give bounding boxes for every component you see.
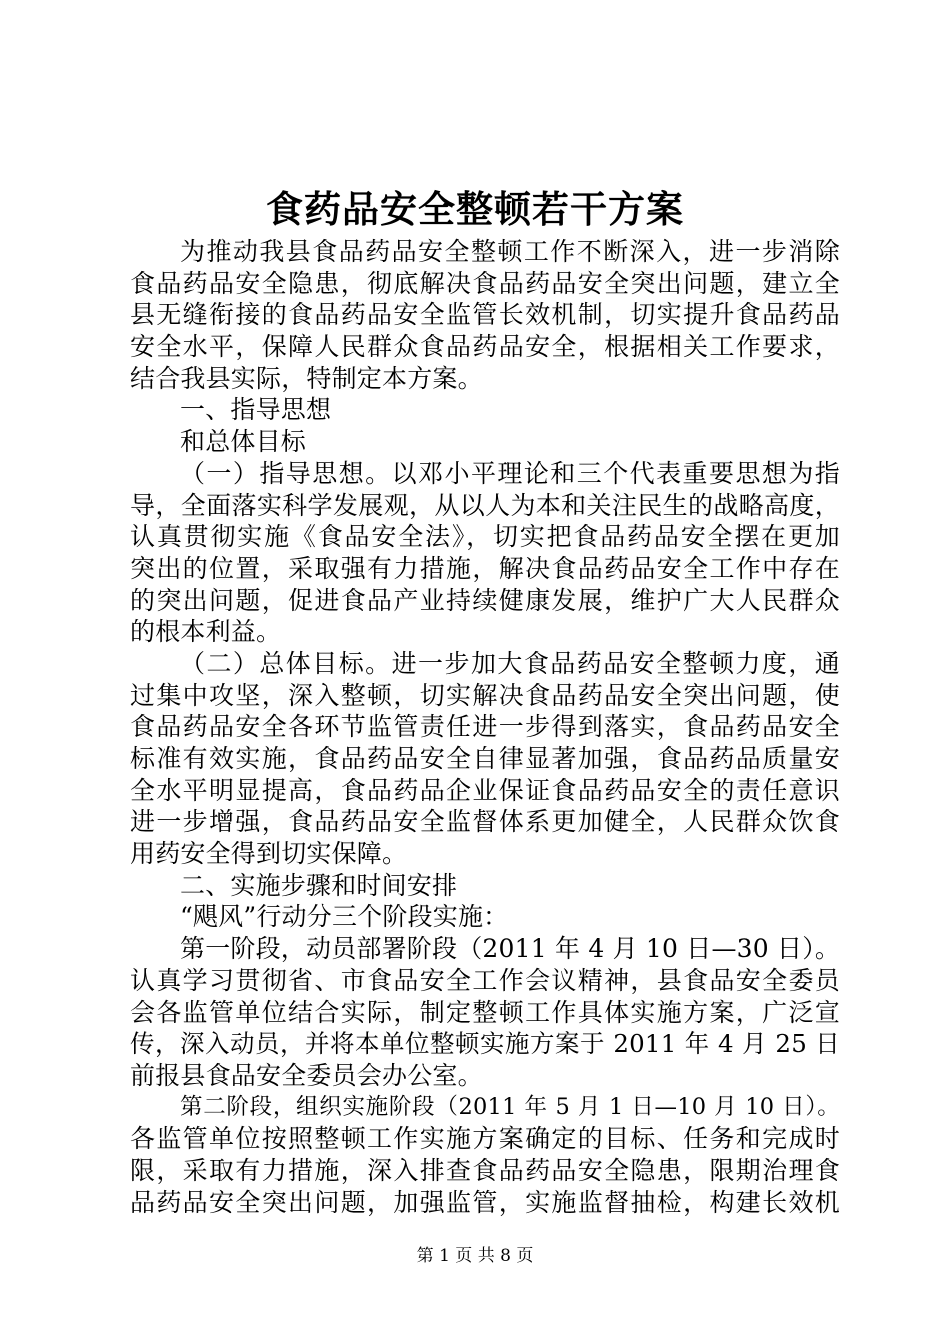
section-heading: 和总体目标 (180, 427, 307, 457)
document-body (130, 236, 840, 1218)
paragraph-line: （二）总体目标。进一步加大食品药品安全整顿力度，通 (180, 648, 840, 678)
paragraph-line: 的突出问题，促进食品产业持续健康发展，维护广大人民群众 (130, 585, 840, 615)
paragraph-line: 突出的位置，采取强有力措施，解决食品药品安全工作中存在 (130, 553, 840, 583)
paragraph-line: 过集中攻坚，深入整顿，切实解决食品药品安全突出问题，使 (130, 680, 840, 710)
document-title: 食药品安全整顿若干方案 (266, 187, 684, 231)
paragraph-line: （一）指导思想。以邓小平理论和三个代表重要思想为指 (180, 458, 840, 488)
paragraph-line: 食品药品安全隐患，彻底解决食品药品安全突出问题，建立全 (130, 268, 840, 298)
paragraph-line: 品药品安全突出问题，加强监管，实施监督抽检，构建长效机 (130, 1187, 840, 1217)
paragraph-line: 县无缝衔接的食品药品安全监管长效机制，切实提升食品药品 (130, 300, 840, 330)
paragraph-line: 全水平明显提高，食品药品企业保证食品药品安全的责任意识 (130, 775, 840, 805)
paragraph-line: 导，全面落实科学发展观，从以人为本和关注民生的战略高度， (130, 490, 840, 520)
paragraph-line: “飓风”行动分三个阶段实施： (180, 902, 509, 932)
paragraph-line: 前报县食品安全委员会办公室。 (130, 1060, 483, 1090)
paragraph-line: 的根本利益。 (130, 617, 282, 647)
paragraph-line: 进一步增强，食品药品安全监督体系更加健全，人民群众饮食 (130, 807, 840, 837)
paragraph-line: 第二阶段，组织实施阶段（2011 年 5 月 1 日—10 月 10 日）。 (180, 1093, 840, 1120)
section-heading: 二、实施步骤和时间安排 (180, 870, 458, 900)
paragraph-line: 传，深入动员，并将本单位整顿实施方案于 2011 年 4 月 25 日 (130, 1029, 840, 1059)
paragraph-line: 认真学习贯彻省、市食品安全工作会议精神，县食品安全委员 (130, 965, 840, 995)
paragraph-line: 第一阶段，动员部署阶段（2011 年 4 月 10 日—30 日）。 (180, 934, 841, 964)
paragraph-line: 各监管单位按照整顿工作实施方案确定的目标、任务和完成时 (130, 1124, 840, 1154)
paragraph-line: 限，采取有力措施，深入排查食品药品安全隐患，限期治理食 (130, 1155, 840, 1185)
paragraph-line: 用药安全得到切实保障。 (130, 839, 408, 869)
page-footer: 第 1 页 共 8 页 (416, 1246, 534, 1266)
paragraph-line: 标准有效实施，食品药品安全自律显著加强，食品药品质量安 (130, 744, 840, 773)
paragraph-line: 食品药品安全各环节监管责任进一步得到落实，食品药品安全 (130, 712, 840, 742)
paragraph-line: 认真贯彻实施《食品安全法》，切实把食品药品安全摆在更加 (130, 522, 840, 552)
paragraph-line: 会各监管单位结合实际，制定整顿工作具体实施方案，广泛宣 (130, 997, 840, 1027)
paragraph-line: 为推动我县食品药品安全整顿工作不断深入，进一步消除 (180, 237, 840, 266)
paragraph-line: 结合我县实际，特制定本方案。 (130, 363, 483, 393)
section-heading: 一、指导思想 (180, 395, 332, 425)
paragraph-line: 安全水平，保障人民群众食品药品安全，根据相关工作要求， (130, 332, 840, 362)
